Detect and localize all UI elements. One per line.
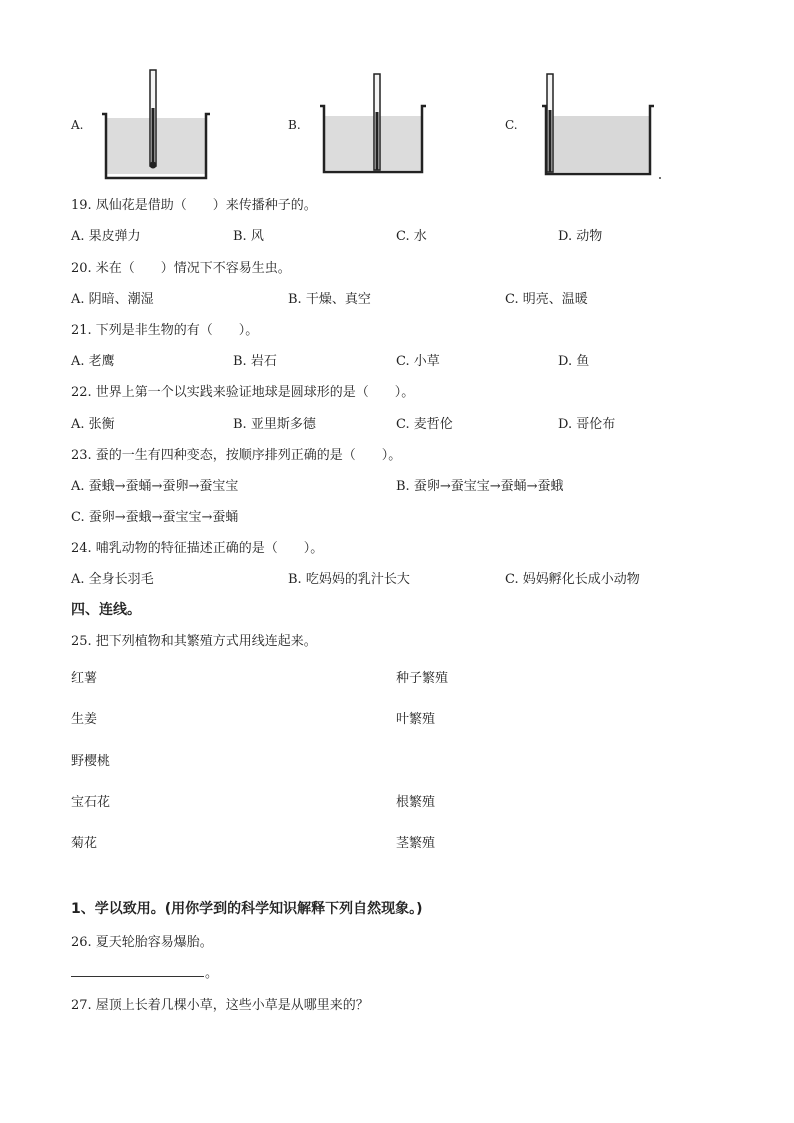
question-23-option-c[interactable]: C. 蚕卵→蚕蛾→蚕宝宝→蚕蛹 [71, 510, 239, 525]
question-22-option-d[interactable]: D. 哥伦布 [558, 417, 616, 432]
question-21-option-d[interactable]: D. 鱼 [558, 354, 590, 369]
answer-blank-end: 。 [205, 966, 219, 981]
question-21-option-b[interactable]: B. 岩石 [233, 354, 277, 369]
section-4-title: 四、连线。 [71, 602, 141, 618]
match-left-item[interactable]: 野樱桃 [71, 754, 111, 769]
figure-label-a: A. [71, 118, 84, 132]
question-22-stem: 22. 世界上第一个以实践来验证地球是圆球形的是（ ）。 [71, 385, 415, 400]
question-21-option-a[interactable]: A. 老鹰 [71, 354, 115, 369]
question-19-stem: 19. 凤仙花是借助（ ）来传播种子的。 [71, 198, 317, 213]
question-24-option-b[interactable]: B. 吃妈妈的乳汁长大 [288, 572, 410, 587]
question-24-option-a[interactable]: A. 全身长羽毛 [71, 572, 154, 587]
question-19-option-c[interactable]: C. 水 [396, 229, 427, 244]
question-20-option-b[interactable]: B. 干燥、真空 [288, 292, 371, 307]
figure-label-b: B. [288, 118, 301, 132]
question-20-option-c[interactable]: C. 明亮、温暖 [505, 292, 588, 307]
question-22-option-c[interactable]: C. 麦哲伦 [396, 417, 453, 432]
question-23-option-a[interactable]: A. 蚕蛾→蚕蛹→蚕卵→蚕宝宝 [71, 479, 239, 494]
question-21-option-c[interactable]: C. 小草 [396, 354, 440, 369]
beaker-b-icon [318, 72, 433, 180]
section-5-title: 1、学以致用。(用你学到的科学知识解释下列自然现象。) [71, 901, 423, 917]
answer-blank-26[interactable] [71, 962, 204, 977]
question-26-stem: 26. 夏天轮胎容易爆胎。 [71, 935, 213, 950]
question-21-stem: 21. 下列是非生物的有（ ）。 [71, 323, 259, 338]
question-19-option-a[interactable]: A. 果皮弹力 [71, 229, 141, 244]
question-19-option-b[interactable]: B. 风 [233, 229, 264, 244]
figure-label-c: C. [505, 118, 518, 132]
question-27-stem: 27. 屋顶上长着几棵小草，这些小草是从哪里来的？ [71, 998, 369, 1013]
question-20-option-a[interactable]: A. 阴暗、潮湿 [71, 292, 154, 307]
beaker-a-icon [100, 68, 215, 186]
question-25-stem: 25. 把下列植物和其繁殖方式用线连起来。 [71, 634, 317, 649]
beaker-c-icon [540, 72, 664, 184]
match-right-item[interactable]: 根繁殖 [396, 795, 436, 810]
question-20-stem: 20. 米在（ ）情况下不容易生虫。 [71, 261, 291, 276]
match-left-item[interactable]: 红薯 [71, 671, 98, 686]
question-22-option-b[interactable]: B. 亚里斯多德 [233, 417, 316, 432]
question-19-option-d[interactable]: D. 动物 [558, 229, 603, 244]
match-left-item[interactable]: 生姜 [71, 712, 98, 727]
match-right-item[interactable]: 茎繁殖 [396, 836, 436, 851]
question-23-stem: 23. 蚕的一生有四种变态，按顺序排列正确的是（ ）。 [71, 448, 402, 463]
match-left-item[interactable]: 菊花 [71, 836, 98, 851]
question-22-option-a[interactable]: A. 张衡 [71, 417, 115, 432]
match-right-item[interactable]: 叶繁殖 [396, 712, 436, 727]
match-right-item[interactable]: 种子繁殖 [396, 671, 449, 686]
question-23-option-b[interactable]: B. 蚕卵→蚕宝宝→蚕蛹→蚕蛾 [396, 479, 564, 494]
match-left-item[interactable]: 宝石花 [71, 795, 111, 810]
question-24-option-c[interactable]: C. 妈妈孵化长成小动物 [505, 572, 640, 587]
question-24-stem: 24. 哺乳动物的特征描述正确的是（ ）。 [71, 541, 324, 556]
